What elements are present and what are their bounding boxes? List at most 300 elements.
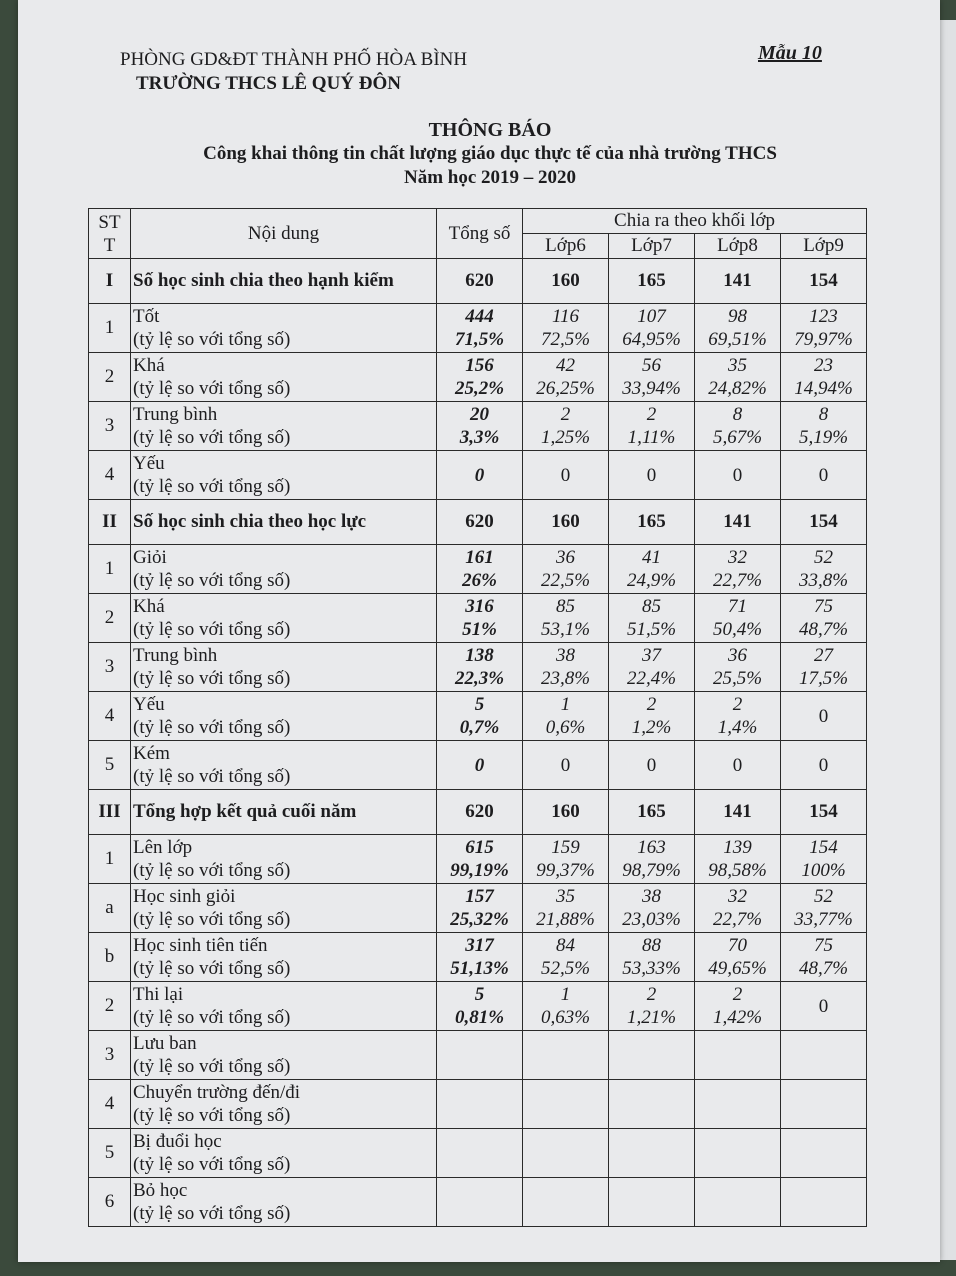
row-total xyxy=(437,451,523,500)
row-grade-value xyxy=(781,353,867,402)
row-grade-value: 141 xyxy=(695,500,781,545)
row-content: Tổng hợp kết quả cuối năm xyxy=(131,790,437,835)
row-grade-value xyxy=(609,1178,695,1227)
row-content xyxy=(131,353,437,402)
table-row xyxy=(89,692,867,741)
grade-percent: 22,5% xyxy=(540,570,591,591)
grade-count: 75 xyxy=(814,596,834,617)
row-label: Tốt xyxy=(133,306,160,327)
row-grade-value xyxy=(781,1031,867,1080)
row-content xyxy=(131,643,437,692)
grade-percent: 0,63% xyxy=(540,1007,591,1028)
grade-percent: 14,94% xyxy=(794,378,853,399)
row-total xyxy=(437,353,523,402)
row-grade-value: 154 xyxy=(781,790,867,835)
row-grade-value xyxy=(695,594,781,643)
grade-count: 2 xyxy=(646,694,657,715)
grade-percent: 1,4% xyxy=(717,717,758,738)
row-grade-value xyxy=(523,1129,609,1178)
table-row xyxy=(89,884,867,933)
table-row xyxy=(89,643,867,692)
row-sublabel: (tỷ lệ so với tổng số) xyxy=(133,1007,291,1028)
total-percent: 25,32% xyxy=(450,909,509,930)
row-total xyxy=(437,545,523,594)
row-content xyxy=(131,692,437,741)
grade-count: 36 xyxy=(728,645,747,666)
row-content: Số học sinh chia theo học lực xyxy=(131,500,437,545)
table-row xyxy=(89,1178,867,1227)
row-grade-value: 141 xyxy=(695,259,781,304)
row-total xyxy=(437,982,523,1031)
grade-count: 88 xyxy=(642,935,661,956)
total-value: 157 xyxy=(465,886,494,907)
grade-percent: 33,77% xyxy=(794,909,853,930)
row-total xyxy=(437,1129,523,1178)
department-name: PHÒNG GD&ĐT THÀNH PHỐ HÒA BÌNH xyxy=(120,49,468,70)
grade-percent: 23,03% xyxy=(622,909,681,930)
total-value: 317 xyxy=(465,935,494,956)
grade-percent: 1,2% xyxy=(631,717,672,738)
row-grade-value xyxy=(523,982,609,1031)
row-grade-value xyxy=(695,1031,781,1080)
table-row xyxy=(89,1129,867,1178)
form-code: Mẫu 10 xyxy=(758,42,822,64)
grade-count: 0 xyxy=(818,464,829,486)
grade-count: 8 xyxy=(818,404,829,425)
section-row xyxy=(89,790,867,835)
row-grade-value xyxy=(609,692,695,741)
row-total: 620 xyxy=(437,790,523,835)
row-sublabel: (tỷ lệ so với tổng số) xyxy=(133,958,291,979)
row-grade-value xyxy=(523,353,609,402)
grade-count: 0 xyxy=(732,464,743,486)
row-grade-value xyxy=(523,594,609,643)
row-label: Bị đuổi học xyxy=(133,1131,222,1152)
row-grade-value xyxy=(609,933,695,982)
grade-count: 23 xyxy=(814,355,834,376)
row-label: Trung bình xyxy=(133,645,218,666)
row-grade-value xyxy=(609,402,695,451)
grade-count: 0 xyxy=(818,705,829,727)
row-grade-value xyxy=(609,1031,695,1080)
quality-table xyxy=(88,208,867,1227)
grade-percent: 24,9% xyxy=(626,570,677,591)
row-label: Học sinh tiên tiến xyxy=(133,935,268,956)
total-value: 138 xyxy=(465,645,494,666)
row-grade-value xyxy=(695,353,781,402)
grade-percent: 69,51% xyxy=(708,329,767,350)
grade-count: 35 xyxy=(556,886,575,907)
row-stt: 3 xyxy=(89,402,131,451)
row-sublabel: (tỷ lệ so với tổng số) xyxy=(133,717,291,738)
grade-count: 0 xyxy=(560,754,571,776)
row-grade-value xyxy=(695,451,781,500)
row-label: Khá xyxy=(133,596,165,617)
row-sublabel: (tỷ lệ so với tổng số) xyxy=(133,1154,291,1175)
section-row xyxy=(89,259,867,304)
grade-count: 38 xyxy=(556,645,575,666)
grade-count: 56 xyxy=(642,355,661,376)
grade-count: 37 xyxy=(642,645,661,666)
row-total xyxy=(437,402,523,451)
row-stt: 5 xyxy=(89,741,131,790)
row-grade-value xyxy=(523,1178,609,1227)
row-content xyxy=(131,304,437,353)
row-content xyxy=(131,835,437,884)
total-percent: 0,81% xyxy=(454,1007,505,1028)
row-stt: 1 xyxy=(89,545,131,594)
row-grade-value xyxy=(695,692,781,741)
row-sublabel: (tỷ lệ so với tổng số) xyxy=(133,476,291,497)
row-label: Chuyển trường đến/đi xyxy=(133,1082,301,1103)
row-grade-value xyxy=(781,643,867,692)
header-grade: Lớp8 xyxy=(695,234,781,259)
row-grade-value xyxy=(609,982,695,1031)
row-content xyxy=(131,1080,437,1129)
row-grade-value xyxy=(781,1080,867,1129)
row-grade-value xyxy=(609,353,695,402)
row-grade-value xyxy=(781,884,867,933)
row-grade-value xyxy=(781,1129,867,1178)
row-stt: 2 xyxy=(89,353,131,402)
row-grade-value xyxy=(523,692,609,741)
grade-percent: 100% xyxy=(801,860,846,881)
grade-percent: 1,11% xyxy=(627,427,676,448)
school-name: TRƯỜNG THCS LÊ QUÝ ĐÔN xyxy=(136,73,401,94)
grade-percent: 0,6% xyxy=(545,717,586,738)
grade-count: 42 xyxy=(556,355,575,376)
grade-count: 75 xyxy=(814,935,834,956)
row-grade-value: 154 xyxy=(781,500,867,545)
grade-percent: 53,1% xyxy=(540,619,591,640)
row-total xyxy=(437,933,523,982)
grade-percent: 5,19% xyxy=(798,427,849,448)
row-grade-value xyxy=(609,741,695,790)
grade-count: 32 xyxy=(728,886,747,907)
row-stt: I xyxy=(89,259,131,304)
row-total: 620 xyxy=(437,259,523,304)
total-value: 20 xyxy=(470,404,489,425)
grade-percent: 51,5% xyxy=(626,619,677,640)
grade-percent: 98,79% xyxy=(622,860,681,881)
total-value: 156 xyxy=(465,355,494,376)
row-stt: 5 xyxy=(89,1129,131,1178)
grade-count: 36 xyxy=(556,547,575,568)
grade-count: 35 xyxy=(728,355,747,376)
row-total xyxy=(437,741,523,790)
row-stt: 3 xyxy=(89,643,131,692)
grade-count: 163 xyxy=(637,837,666,858)
table-row xyxy=(89,835,867,884)
row-stt: a xyxy=(89,884,131,933)
grade-count: 52 xyxy=(814,886,834,907)
grade-percent: 22,7% xyxy=(712,909,763,930)
grade-percent: 25,5% xyxy=(712,668,763,689)
grade-count: 2 xyxy=(560,404,571,425)
row-grade-value: 160 xyxy=(523,790,609,835)
grade-count: 2 xyxy=(732,694,743,715)
row-grade-value xyxy=(695,1129,781,1178)
row-sublabel: (tỷ lệ so với tổng số) xyxy=(133,1056,291,1077)
row-total xyxy=(437,1178,523,1227)
header-grade: Lớp7 xyxy=(609,234,695,259)
row-stt: 3 xyxy=(89,1031,131,1080)
row-grade-value: 154 xyxy=(781,259,867,304)
total-percent: 3,3% xyxy=(459,427,500,448)
grade-count: 0 xyxy=(818,754,829,776)
grade-count: 52 xyxy=(814,547,834,568)
grade-count: 0 xyxy=(818,995,829,1017)
row-content xyxy=(131,545,437,594)
row-grade-value xyxy=(609,451,695,500)
grade-count: 0 xyxy=(646,754,657,776)
table-row xyxy=(89,594,867,643)
total-percent: 99,19% xyxy=(450,860,509,881)
total-value: 0 xyxy=(474,754,485,776)
row-stt: 2 xyxy=(89,982,131,1031)
row-content xyxy=(131,594,437,643)
row-grade-value xyxy=(781,835,867,884)
grade-count: 107 xyxy=(637,306,666,327)
row-grade-value xyxy=(523,402,609,451)
table-row xyxy=(89,304,867,353)
grade-percent: 53,33% xyxy=(622,958,681,979)
row-grade-value xyxy=(609,594,695,643)
grade-percent: 64,95% xyxy=(622,329,681,350)
grade-percent: 72,5% xyxy=(540,329,591,350)
row-grade-value xyxy=(523,835,609,884)
grade-count: 123 xyxy=(809,306,838,327)
grade-count: 85 xyxy=(556,596,575,617)
table-row xyxy=(89,741,867,790)
grade-count: 139 xyxy=(723,837,752,858)
header-grade: Lớp6 xyxy=(523,234,609,259)
row-sublabel: (tỷ lệ so với tổng số) xyxy=(133,427,291,448)
grade-percent: 22,7% xyxy=(712,570,763,591)
row-content xyxy=(131,982,437,1031)
total-percent: 22,3% xyxy=(454,668,505,689)
row-label: Thi lại xyxy=(133,984,184,1005)
row-grade-value xyxy=(781,304,867,353)
row-grade-value xyxy=(609,884,695,933)
header-grade-group: Chia ra theo khối lớp xyxy=(523,209,867,234)
row-stt: 1 xyxy=(89,835,131,884)
table-row xyxy=(89,933,867,982)
table-header-row xyxy=(89,209,867,234)
grade-percent: 33,94% xyxy=(622,378,681,399)
row-content xyxy=(131,1178,437,1227)
row-grade-value xyxy=(695,545,781,594)
grade-percent: 1,25% xyxy=(540,427,591,448)
total-percent: 25,2% xyxy=(454,378,505,399)
row-label: Lên lớp xyxy=(133,837,193,858)
table-row xyxy=(89,982,867,1031)
row-grade-value xyxy=(781,692,867,741)
row-grade-value xyxy=(523,741,609,790)
row-grade-value xyxy=(523,1080,609,1129)
row-grade-value xyxy=(781,1178,867,1227)
table-row xyxy=(89,353,867,402)
total-value: 615 xyxy=(465,837,494,858)
row-total xyxy=(437,594,523,643)
grade-count: 0 xyxy=(732,754,743,776)
row-sublabel: (tỷ lệ so với tổng số) xyxy=(133,619,291,640)
row-grade-value xyxy=(609,643,695,692)
row-grade-value xyxy=(781,545,867,594)
row-label: Bỏ học xyxy=(133,1180,188,1201)
table-row xyxy=(89,1031,867,1080)
grade-percent: 17,5% xyxy=(798,668,849,689)
grade-count: 116 xyxy=(551,306,580,327)
row-grade-value xyxy=(781,933,867,982)
header-total: Tổng số xyxy=(437,209,523,259)
grade-percent: 23,8% xyxy=(540,668,591,689)
row-content xyxy=(131,741,437,790)
row-stt: 2 xyxy=(89,594,131,643)
row-stt: 4 xyxy=(89,451,131,500)
row-content: Số học sinh chia theo hạnh kiểm xyxy=(131,259,437,304)
row-stt: III xyxy=(89,790,131,835)
total-value: 161 xyxy=(465,547,494,568)
row-grade-value xyxy=(695,741,781,790)
row-stt: 4 xyxy=(89,1080,131,1129)
grade-percent: 49,65% xyxy=(708,958,767,979)
grade-count: 0 xyxy=(646,464,657,486)
row-content xyxy=(131,884,437,933)
row-content xyxy=(131,933,437,982)
row-grade-value xyxy=(609,1129,695,1178)
row-label: Kém xyxy=(133,743,170,764)
grade-count: 154 xyxy=(809,837,838,858)
table-row xyxy=(89,1080,867,1129)
row-total xyxy=(437,643,523,692)
title-block xyxy=(100,118,880,190)
grade-count: 2 xyxy=(646,984,657,1005)
row-grade-value xyxy=(695,933,781,982)
row-content xyxy=(131,451,437,500)
total-value: 444 xyxy=(465,306,494,327)
row-grade-value xyxy=(695,304,781,353)
row-label: Giỏi xyxy=(133,547,167,568)
grade-count: 159 xyxy=(551,837,580,858)
row-sublabel: (tỷ lệ so với tổng số) xyxy=(133,668,291,689)
document-header xyxy=(120,48,467,96)
total-percent: 26% xyxy=(462,570,497,591)
row-grade-value xyxy=(609,545,695,594)
grade-count: 0 xyxy=(560,464,571,486)
row-content xyxy=(131,402,437,451)
row-total xyxy=(437,692,523,741)
row-grade-value xyxy=(781,402,867,451)
total-percent: 51,13% xyxy=(450,958,509,979)
grade-percent: 50,4% xyxy=(712,619,763,640)
grade-percent: 48,7% xyxy=(798,958,849,979)
school-year: Năm học 2019 – 2020 xyxy=(403,167,577,188)
grade-count: 98 xyxy=(728,306,747,327)
row-total xyxy=(437,884,523,933)
grade-count: 8 xyxy=(732,404,743,425)
row-sublabel: (tỷ lệ so với tổng số) xyxy=(133,766,291,787)
header-stt: ST T xyxy=(89,209,131,259)
row-grade-value xyxy=(781,982,867,1031)
row-total: 620 xyxy=(437,500,523,545)
grade-percent: 79,97% xyxy=(794,329,853,350)
total-value: 0 xyxy=(474,464,485,486)
grade-count: 85 xyxy=(642,596,661,617)
row-grade-value xyxy=(523,933,609,982)
row-label: Lưu ban xyxy=(133,1033,197,1054)
row-stt: II xyxy=(89,500,131,545)
header-content: Nội dung xyxy=(131,209,437,259)
grade-percent: 98,58% xyxy=(708,860,767,881)
row-total xyxy=(437,835,523,884)
total-percent: 51% xyxy=(462,619,497,640)
total-value: 5 xyxy=(474,984,485,1005)
row-grade-value xyxy=(523,304,609,353)
total-value: 5 xyxy=(474,694,485,715)
row-sublabel: (tỷ lệ so với tổng số) xyxy=(133,570,291,591)
table-row xyxy=(89,451,867,500)
row-stt: 6 xyxy=(89,1178,131,1227)
document-title: THÔNG BÁO xyxy=(428,119,552,141)
row-grade-value xyxy=(695,643,781,692)
grade-percent: 22,4% xyxy=(626,668,677,689)
row-content xyxy=(131,1031,437,1080)
row-grade-value xyxy=(523,545,609,594)
row-label: Học sinh giỏi xyxy=(133,886,236,907)
row-stt: 4 xyxy=(89,692,131,741)
grade-percent: 99,37% xyxy=(536,860,595,881)
row-grade-value xyxy=(523,451,609,500)
row-grade-value xyxy=(695,835,781,884)
row-label: Trung bình xyxy=(133,404,218,425)
row-sublabel: (tỷ lệ so với tổng số) xyxy=(133,860,291,881)
grade-count: 2 xyxy=(732,984,743,1005)
table-row xyxy=(89,545,867,594)
grade-count: 38 xyxy=(642,886,661,907)
grade-percent: 33,8% xyxy=(798,570,849,591)
grade-percent: 21,88% xyxy=(536,909,595,930)
grade-percent: 26,25% xyxy=(536,378,595,399)
grade-count: 32 xyxy=(728,547,747,568)
row-stt: b xyxy=(89,933,131,982)
grade-count: 27 xyxy=(814,645,834,666)
row-content xyxy=(131,1129,437,1178)
row-total xyxy=(437,304,523,353)
row-grade-value xyxy=(695,402,781,451)
grade-count: 1 xyxy=(560,694,571,715)
row-grade-value: 141 xyxy=(695,790,781,835)
row-grade-value: 160 xyxy=(523,500,609,545)
grade-percent: 52,5% xyxy=(540,958,591,979)
header-grade: Lớp9 xyxy=(781,234,867,259)
row-sublabel: (tỷ lệ so với tổng số) xyxy=(133,378,291,399)
row-grade-value xyxy=(781,741,867,790)
row-sublabel: (tỷ lệ so với tổng số) xyxy=(133,1203,291,1224)
row-grade-value xyxy=(609,1080,695,1129)
row-stt: 1 xyxy=(89,304,131,353)
row-grade-value: 165 xyxy=(609,500,695,545)
grade-count: 70 xyxy=(728,935,747,956)
row-grade-value xyxy=(695,1080,781,1129)
row-sublabel: (tỷ lệ so với tổng số) xyxy=(133,329,291,350)
row-grade-value xyxy=(781,594,867,643)
row-label: Yếu xyxy=(133,694,165,715)
grade-percent: 1,21% xyxy=(626,1007,677,1028)
row-grade-value xyxy=(523,1031,609,1080)
row-total xyxy=(437,1031,523,1080)
document-subtitle: Công khai thông tin chất lượng giáo dục thực tế của nhà trường THCS xyxy=(203,143,777,164)
